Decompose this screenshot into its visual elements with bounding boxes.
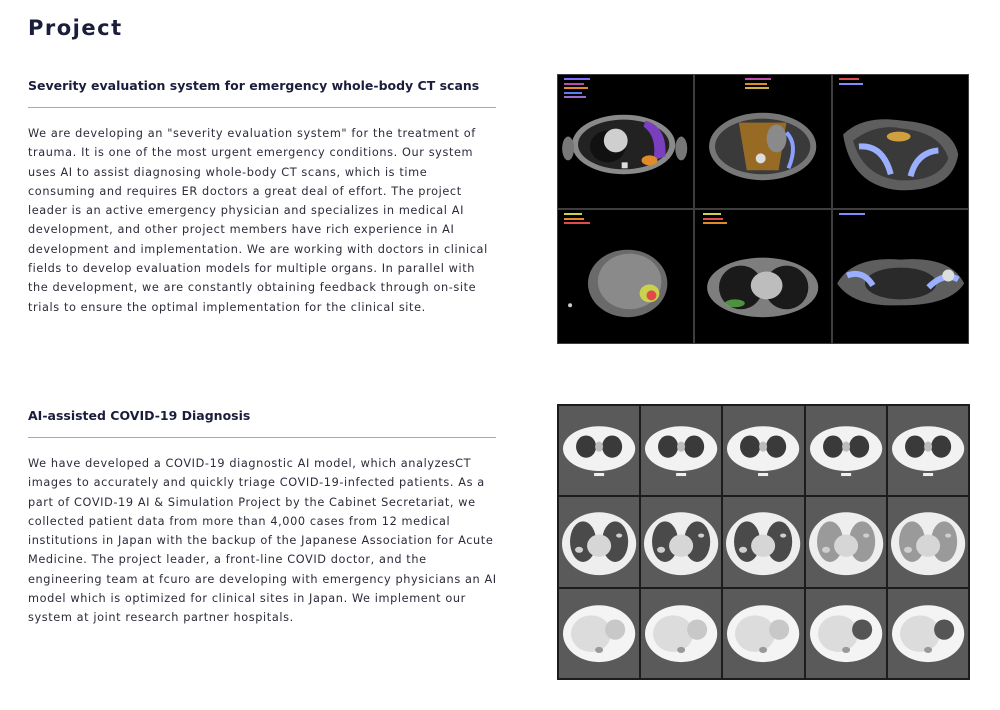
covid-ct-image: [641, 406, 721, 495]
covid-ct-image: [888, 406, 968, 495]
covid-ct-image: [641, 497, 721, 586]
covid-ct-image: [806, 497, 886, 586]
project-covid-diagnosis: [0, 404, 1000, 694]
covid-ct-image: [559, 589, 639, 678]
project-severity-evaluation: [0, 74, 1000, 354]
ct-scan-image: [833, 75, 968, 208]
ct-scan-image-grid: [557, 74, 969, 344]
covid-ct-image: [723, 589, 803, 678]
divider: [28, 107, 496, 108]
page-title: Project: [28, 16, 123, 40]
ct-scan-image: [695, 210, 830, 343]
covid-ct-image: [559, 406, 639, 495]
project-description: We are developing an "severity evaluation system" for the treatment of trauma. It is one of the most urgent emergency conditions. Our system uses AI to assist diagnosing whole-body CT scans, which is time consuming and requires ER doctors a great deal of effort. The project leader is an active emergency physician and specializes in medical AI development, and other project members have rich experience in AI development and implementation. We are working with doctors in clinical fields to develop evaluation models for multiple organs. In parallel with the development, we are constantly obtaining feedback through on-site trials to ensure the optimal implementation for the clinical site.: [28, 127, 488, 314]
ct-scan-image: [558, 75, 693, 208]
covid-ct-image: [559, 497, 639, 586]
ct-scan-image: [558, 210, 693, 343]
covid-ct-image: [806, 589, 886, 678]
covid-ct-image: [888, 589, 968, 678]
project-description: We have developed a COVID-19 diagnostic AI model, which analyzesCT images to accurately and quickly triage COVID-19-infected patients. As a part of COVID-19 AI & Simulation Project by the Cabinet Secretariat, we collected patient data from more than 4,000 cases from 12 medical institutions in Japan with the backup of the Japanese Association for Acute Medicine. The project leader, a front-line COVID doctor, and the engineering team at fcuro are developing with emergency physicians an AI model which is optimized for clinical sites in Japan. We implement our system at joint research partner hospitals.: [28, 457, 497, 625]
covid-ct-image: [806, 406, 886, 495]
project-title: AI-assisted COVID-19 Diagnosis: [28, 408, 251, 423]
covid-ct-image: [641, 589, 721, 678]
project-title: Severity evaluation system for emergency whole-body CT scans: [28, 78, 480, 93]
covid-ct-image: [723, 497, 803, 586]
ct-scan-image: [833, 210, 968, 343]
ct-scan-image: [695, 75, 830, 208]
divider: [28, 437, 496, 438]
covid-ct-image-grid: [557, 404, 970, 680]
covid-ct-image: [888, 497, 968, 586]
covid-ct-image: [723, 406, 803, 495]
